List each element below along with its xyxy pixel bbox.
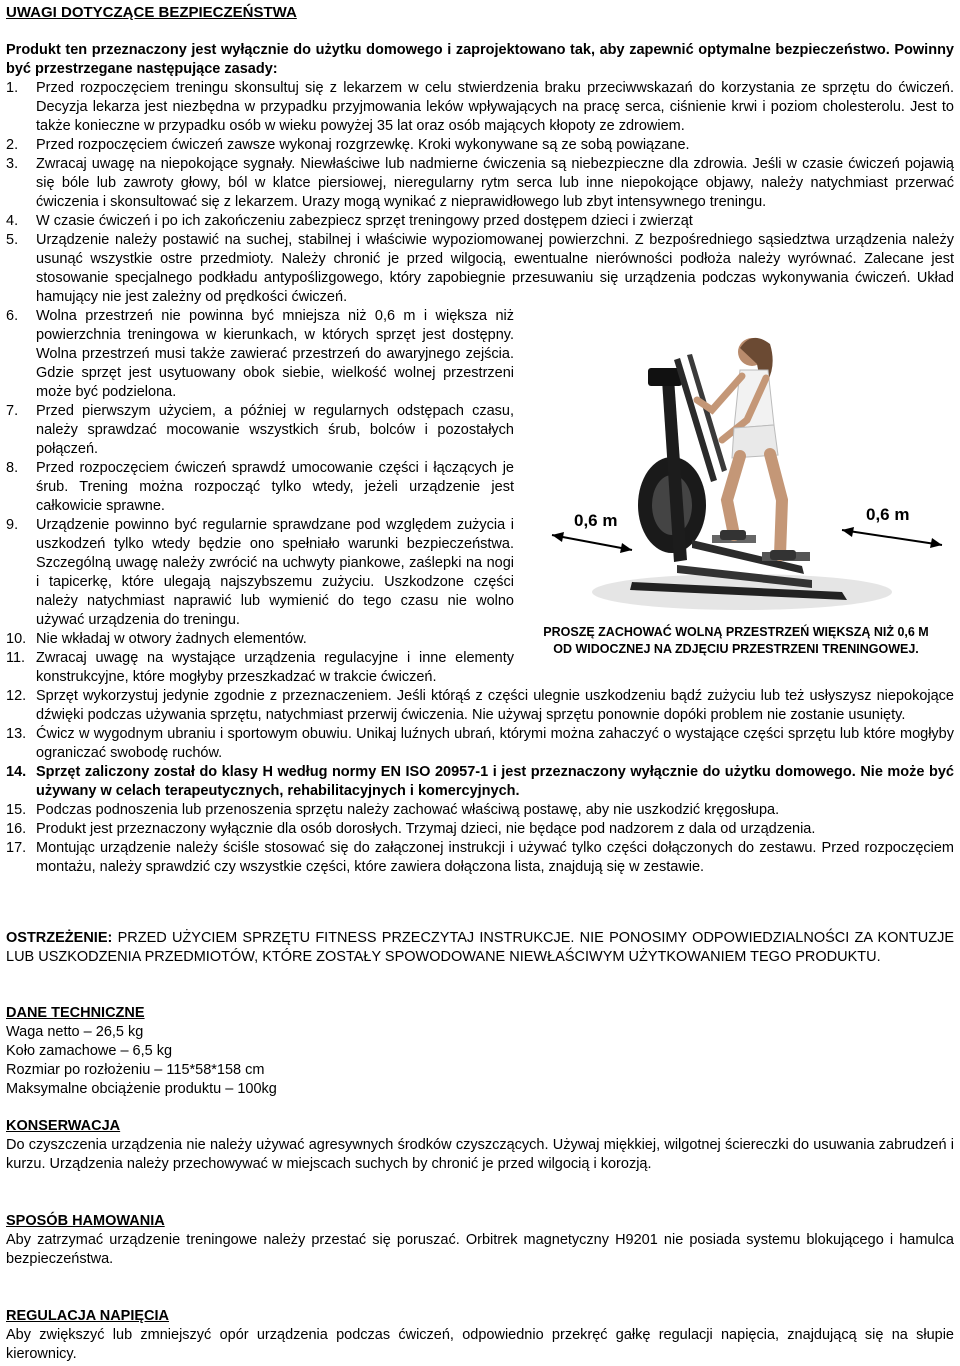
technical-data-label: Maksymalne obciążenie produktu – — [6, 1081, 238, 1097]
intro-paragraph: Produkt ten przeznaczony jest wyłącznie do użytku domowego i zaprojektowano tak, aby zapewnić optymalne bezpieczeństwo. Powinny być przestrzegane następujące zasady: — [6, 42, 954, 77]
safety-rule-number: 17. — [6, 840, 27, 856]
technical-data-heading: DANE TECHNICZNE — [6, 1005, 145, 1021]
safety-rule-number: 11. — [6, 650, 26, 666]
safety-rule-number: 10. — [6, 631, 27, 647]
safety-rule-number: 7. — [6, 403, 19, 419]
technical-data-row — [6, 1061, 277, 1080]
technical-data-rows — [6, 1023, 277, 1099]
safety-rule-item — [6, 687, 954, 725]
maintenance-section — [6, 1117, 954, 1174]
safety-rule-number: 5. — [6, 232, 19, 248]
safety-rule-text: Zwracaj uwagę na wystające urządzenia regulacyjne i inne elementy konstrukcyjne, które mogłyby przeszkadzać w trakcie ćwiczeń. — [36, 650, 514, 685]
safety-rule-number: 2. — [6, 137, 19, 153]
figure-caption-line-1: PROSZĘ ZACHOWAĆ WOLNĄ PRZESTRZEŃ WIĘKSZĄ NIŻ 0,6 M — [543, 625, 929, 639]
safety-rule-number: 6. — [6, 308, 19, 324]
safety-rule-text: Przed rozpoczęciem treningu skonsultuj się z lekarzem w celu stwierdzenia braku przeciwwskazań do korzystania ze sprzętu do ćwiczeń. Decyzja lekarza jest niezbędna w przypadku przyjmowania leków wpływających na pracę serca, ciśnienie krwi i poziom cholesterolu. Jest to także konieczne w przypadku osób w wieku powyżej 35 lat oraz osób mających kłopoty ze zdrowiem. — [36, 80, 954, 134]
safety-rule-text: Przed rozpoczęciem ćwiczeń zawsze wykonaj rozgrzewkę. Kroki wykonywane są ze sobą powiązane. — [36, 137, 690, 153]
safety-rule-number: 8. — [6, 460, 19, 476]
safety-rule-text: Sprzęt wykorzystuj jedynie zgodnie z przeznaczeniem. Jeśli którąś z części ulegnie uszkodzeniu bądź zużyciu lub też usłyszysz niepokojące dźwięki podczas używania sprzętu, natychmiast przerwij ćwiczenia. Nie używaj sprzętu ponownie dopóki problem nie zostanie usunięty. — [36, 688, 954, 723]
warning-label: OSTRZEŻENIE: — [6, 930, 113, 946]
safety-rule-number: 4. — [6, 213, 19, 229]
dimension-label-left: 0,6 m — [574, 511, 618, 530]
elliptical-trainer-illustration — [512, 330, 960, 670]
safety-rule-item — [6, 801, 954, 820]
tension-heading: REGULACJA NAPIĘCIA — [6, 1308, 170, 1324]
safety-rule-text: Nie wkładaj w otwory żadnych elementów. — [36, 631, 307, 647]
figure-caption-line-2: OD WIDOCZNEJ NA ZDJĘCIU PRZESTRZENI TRENINGOWEJ. — [553, 642, 919, 656]
safety-rule-item — [6, 136, 954, 155]
safety-rule-text: Zwracaj uwagę na niepokojące sygnały. Niewłaściwe lub nadmierne ćwiczenia są niebezpieczne dla zdrowia. Jeśli w czasie ćwiczeń pojawią się bóle lub zawroty głowy, ból w klatce piersiowej, nieregularny rytm serca lub inne niepokojące objawy, należy natychmiast przerwać ćwiczenia i skonsultować się z lekarzem. Urazy mogą wynikać z nieprawidłowego lub zbyt intensywnego treningu. — [36, 156, 954, 210]
safety-rule-text: W czasie ćwiczeń i po ich zakończeniu zabezpiecz sprzęt treningowy przed dostępem dzieci i zwierząt — [36, 213, 693, 229]
safety-rule-text: Urządzenie należy postawić na suchej, stabilnej i właściwie wypoziomowanej powierzchni. Z bezpośredniego sąsiedztwa urządzenia należy usunąć wszystkie ostre przedmioty. Należy chronić je przed wilgocią, ewentualne nierówności podłoża należy wyrównać. Zalecane jest stosowanie specjalnego podkładu antypoślizgowego, który zapobiegnie przesuwaniu się urządzenia podczas wykonywania ćwiczeń. Układ hamujący nie jest zależny od prędkości ćwiczeń. — [36, 232, 954, 305]
safety-rule-number: 13. — [6, 726, 27, 742]
technical-data-value: 115*58*158 cm — [166, 1062, 265, 1078]
braking-heading: SPOSÓB HAMOWANIA — [6, 1213, 165, 1229]
dimension-arrow-left — [552, 532, 632, 553]
page-title: UWAGI DOTYCZĄCE BEZPIECZEŃSTWA — [6, 4, 297, 21]
safety-rule-number: 14. — [6, 764, 27, 780]
safety-rule-number: 9. — [6, 517, 19, 533]
safety-rule-text: Urządzenie powinno być regularnie sprawdzane pod względem zużycia i uszkodzeń tylko wtedy będzie ono spełniało warunki bezpieczeństwa. Szczególną uwagę należy zwrócić na uchwyty piankowe, zaślepki na nogi i tapicerkę, które ulegają najszybszemu zużyciu. Uszkodzone części należy natychmiast naprawić lub wymienić do tego czasu nie wolno używać urządzenia do treningu. — [36, 517, 514, 628]
dimension-arrow-right — [842, 527, 942, 548]
technical-data-label: Waga netto – — [6, 1024, 96, 1040]
safety-rule-item — [6, 155, 954, 212]
safety-rule-text: Ćwicz w wygodnym ubraniu i sportowym obuwiu. Unikaj luźnych ubrań, którymi można zahaczyć o wystające części sprzętu lub które mogłyby ograniczać swobodę ruchów. — [36, 726, 954, 761]
technical-data-row — [6, 1023, 277, 1042]
elliptical-trainer-figure — [512, 330, 960, 670]
safety-rule-item — [6, 839, 954, 877]
safety-rule-text: Wolna przestrzeń nie powinna być mniejsza niż 0,6 m i większa niż powierzchnia treningowa w kierunkach, w których sprzęt jest dostępny. Wolna przestrzeń musi także zawierać przestrzeń do awaryjnego zejścia. Gdzie sprzęt jest usytuowany obok siebie, wielkość wolnej przestrzeni może być podzielona. — [36, 308, 514, 400]
technical-data-value: 26,5 kg — [95, 1024, 144, 1040]
safety-rule-text: Przed pierwszym użyciem, a później w regularnych odstępach czasu, należy sprawdzać mocowanie wszystkich śrub, bolców i pozostałych połączeń. — [36, 403, 514, 457]
safety-rule-text: Produkt jest przeznaczony wyłącznie dla osób dorosłych. Trzymaj dzieci, nie będące pod nadzorem z dala od urządzenia. — [36, 821, 816, 837]
technical-data-section — [6, 1004, 277, 1099]
maintenance-heading: KONSERWACJA — [6, 1118, 121, 1134]
technical-data-label: Rozmiar po rozłożeniu – — [6, 1062, 167, 1078]
technical-data-label: Koło zamachowe – — [6, 1043, 133, 1059]
warning-text: PRZED UŻYCIEM SPRZĘTU FITNESS PRZECZYTAJ INSTRUKCJE. NIE PONOSIMY ODPOWIEDZIALNOŚCI ZA KONTUZJE LUB USZKODZENIA PRZEDMIOTÓW, KTÓRE ZOSTAŁY SPOWODOWANE NIEWŁAŚCIWYM UŻYTKOWANIEM TEGO PRODUKTU. — [6, 930, 954, 965]
safety-rule-number: 12. — [6, 688, 27, 704]
safety-rule-item — [6, 212, 954, 231]
safety-rule-number: 1. — [6, 80, 19, 96]
safety-rule-number: 15. — [6, 802, 27, 818]
tension-text: Aby zwiększyć lub zmniejszyć opór urządzenia podczas ćwiczeń, odpowiednio przekręć gałkę regulacji napięcia, znajdującą się na słupie kierownicy. — [6, 1327, 954, 1362]
safety-rule-text: Montując urządzenie należy ściśle stosować się do załączonej instrukcji i używać tylko części dołączonych do zestawu. Przed rozpoczęciem montażu, należy sprawdzić czy wszystkie części, które zawiera dołączona lista, znajdują się w zestawie. — [36, 840, 954, 875]
technical-data-row — [6, 1080, 277, 1099]
safety-rule-item — [6, 763, 954, 801]
maintenance-text: Do czyszczenia urządzenia nie należy używać agresywnych środków czyszczących. Używaj miękkiej, wilgotnej ściereczki do usuwania zabrudzeń i kurzu. Urządzenia należy przechowywać w miejscach suchych by chronić je przed wilgocią i korozją. — [6, 1137, 954, 1172]
safety-rule-number: 3. — [6, 156, 19, 172]
safety-rule-item — [6, 79, 954, 136]
dimension-label-right: 0,6 m — [866, 505, 910, 524]
safety-rule-text: Sprzęt zaliczony został do klasy H według normy EN ISO 20957-1 i jest przeznaczony wyłącznie do użytku domowego. Nie może być używany w celach terapeutycznych, rehabilitacyjnych i komercyjnych. — [36, 764, 954, 799]
safety-rule-number: 16. — [6, 821, 27, 837]
braking-section — [6, 1212, 954, 1269]
safety-rule-item — [6, 820, 954, 839]
tension-section — [6, 1307, 954, 1364]
safety-rule-item — [6, 725, 954, 763]
technical-data-row — [6, 1042, 277, 1061]
warning-paragraph — [6, 929, 954, 967]
braking-text: Aby zatrzymać urządzenie treningowe należy przestać się poruszać. Orbitrek magnetyczny H9201 nie posiada systemu blokującego i hamulca bezpieczeństwa. — [6, 1232, 954, 1267]
technical-data-value: 100kg — [237, 1081, 277, 1097]
technical-data-value: 6,5 kg — [132, 1043, 173, 1059]
safety-rule-text: Przed rozpoczęciem ćwiczeń sprawdź umocowanie części i łączących je śrub. Trening można rozpocząć tylko wtedy, jeżeli urządzenie jest całkowicie sprawne. — [36, 460, 514, 514]
safety-rule-text: Podczas podnoszenia lub przenoszenia sprzętu należy zachować właściwą postawę, aby nie uszkodzić kręgosłupa. — [36, 802, 780, 818]
safety-rule-item — [6, 231, 954, 307]
